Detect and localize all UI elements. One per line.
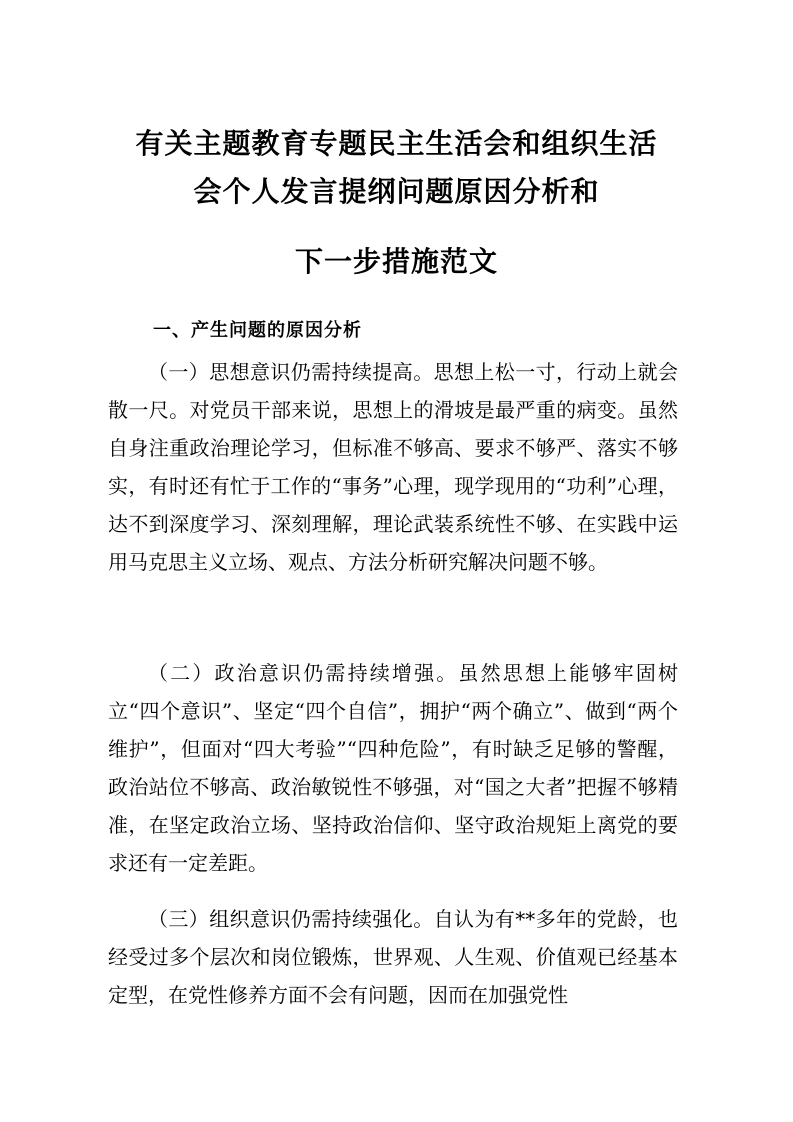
paragraph-organizational-awareness: （三）组织意识仍需持续强化。自认为有**多年的党龄，也经受过多个层次和岗位锻炼，世界观、人生观、价值观已经基本定型，在党性修养方面不会有问题，因而在加强党性 <box>108 907 678 1007</box>
document-title-line-2: 会个人发言提纲问题原因分析和 <box>193 175 600 208</box>
paragraph-thought-awareness: （一）思想意识仍需持续提高。思想上松一寸，行动上就会散一尺。对党员干部来说，思想上的滑坡是最严重的病变。虽然自身注重政治理论学习，但标准不够高、要求不够严、落实不够实，有时还有忙于工作的“事务”心理，现学现用的“功利”心理，达不到深度学习、深刻理解，理论武装系统性不够、在实践中运用马克思主义立场、观点、方法分析研究解决问题不够。 <box>108 360 678 574</box>
document-title-line-3: 下一步措施范文 <box>294 245 498 278</box>
section-heading: 一、产生问题的原因分析 <box>153 320 362 341</box>
paragraph-political-awareness: （二）政治意识仍需持续增强。虽然思想上能够牢固树立“四个意识”、坚定“四个自信”，拥护“两个确立”、做到“两个维护”，但面对“四大考验”“四种危险”，有时缺乏足够的警醒，政治站位不够高、政治敏锐性不够强，对“国之大者”把握不够精准，在坚定政治立场、坚持政治信仰、坚守政治规矩上离党的要求还有一定差距。 <box>108 661 678 875</box>
document-title-line-1: 有关主题教育专题民主生活会和组织生活 <box>135 127 658 160</box>
